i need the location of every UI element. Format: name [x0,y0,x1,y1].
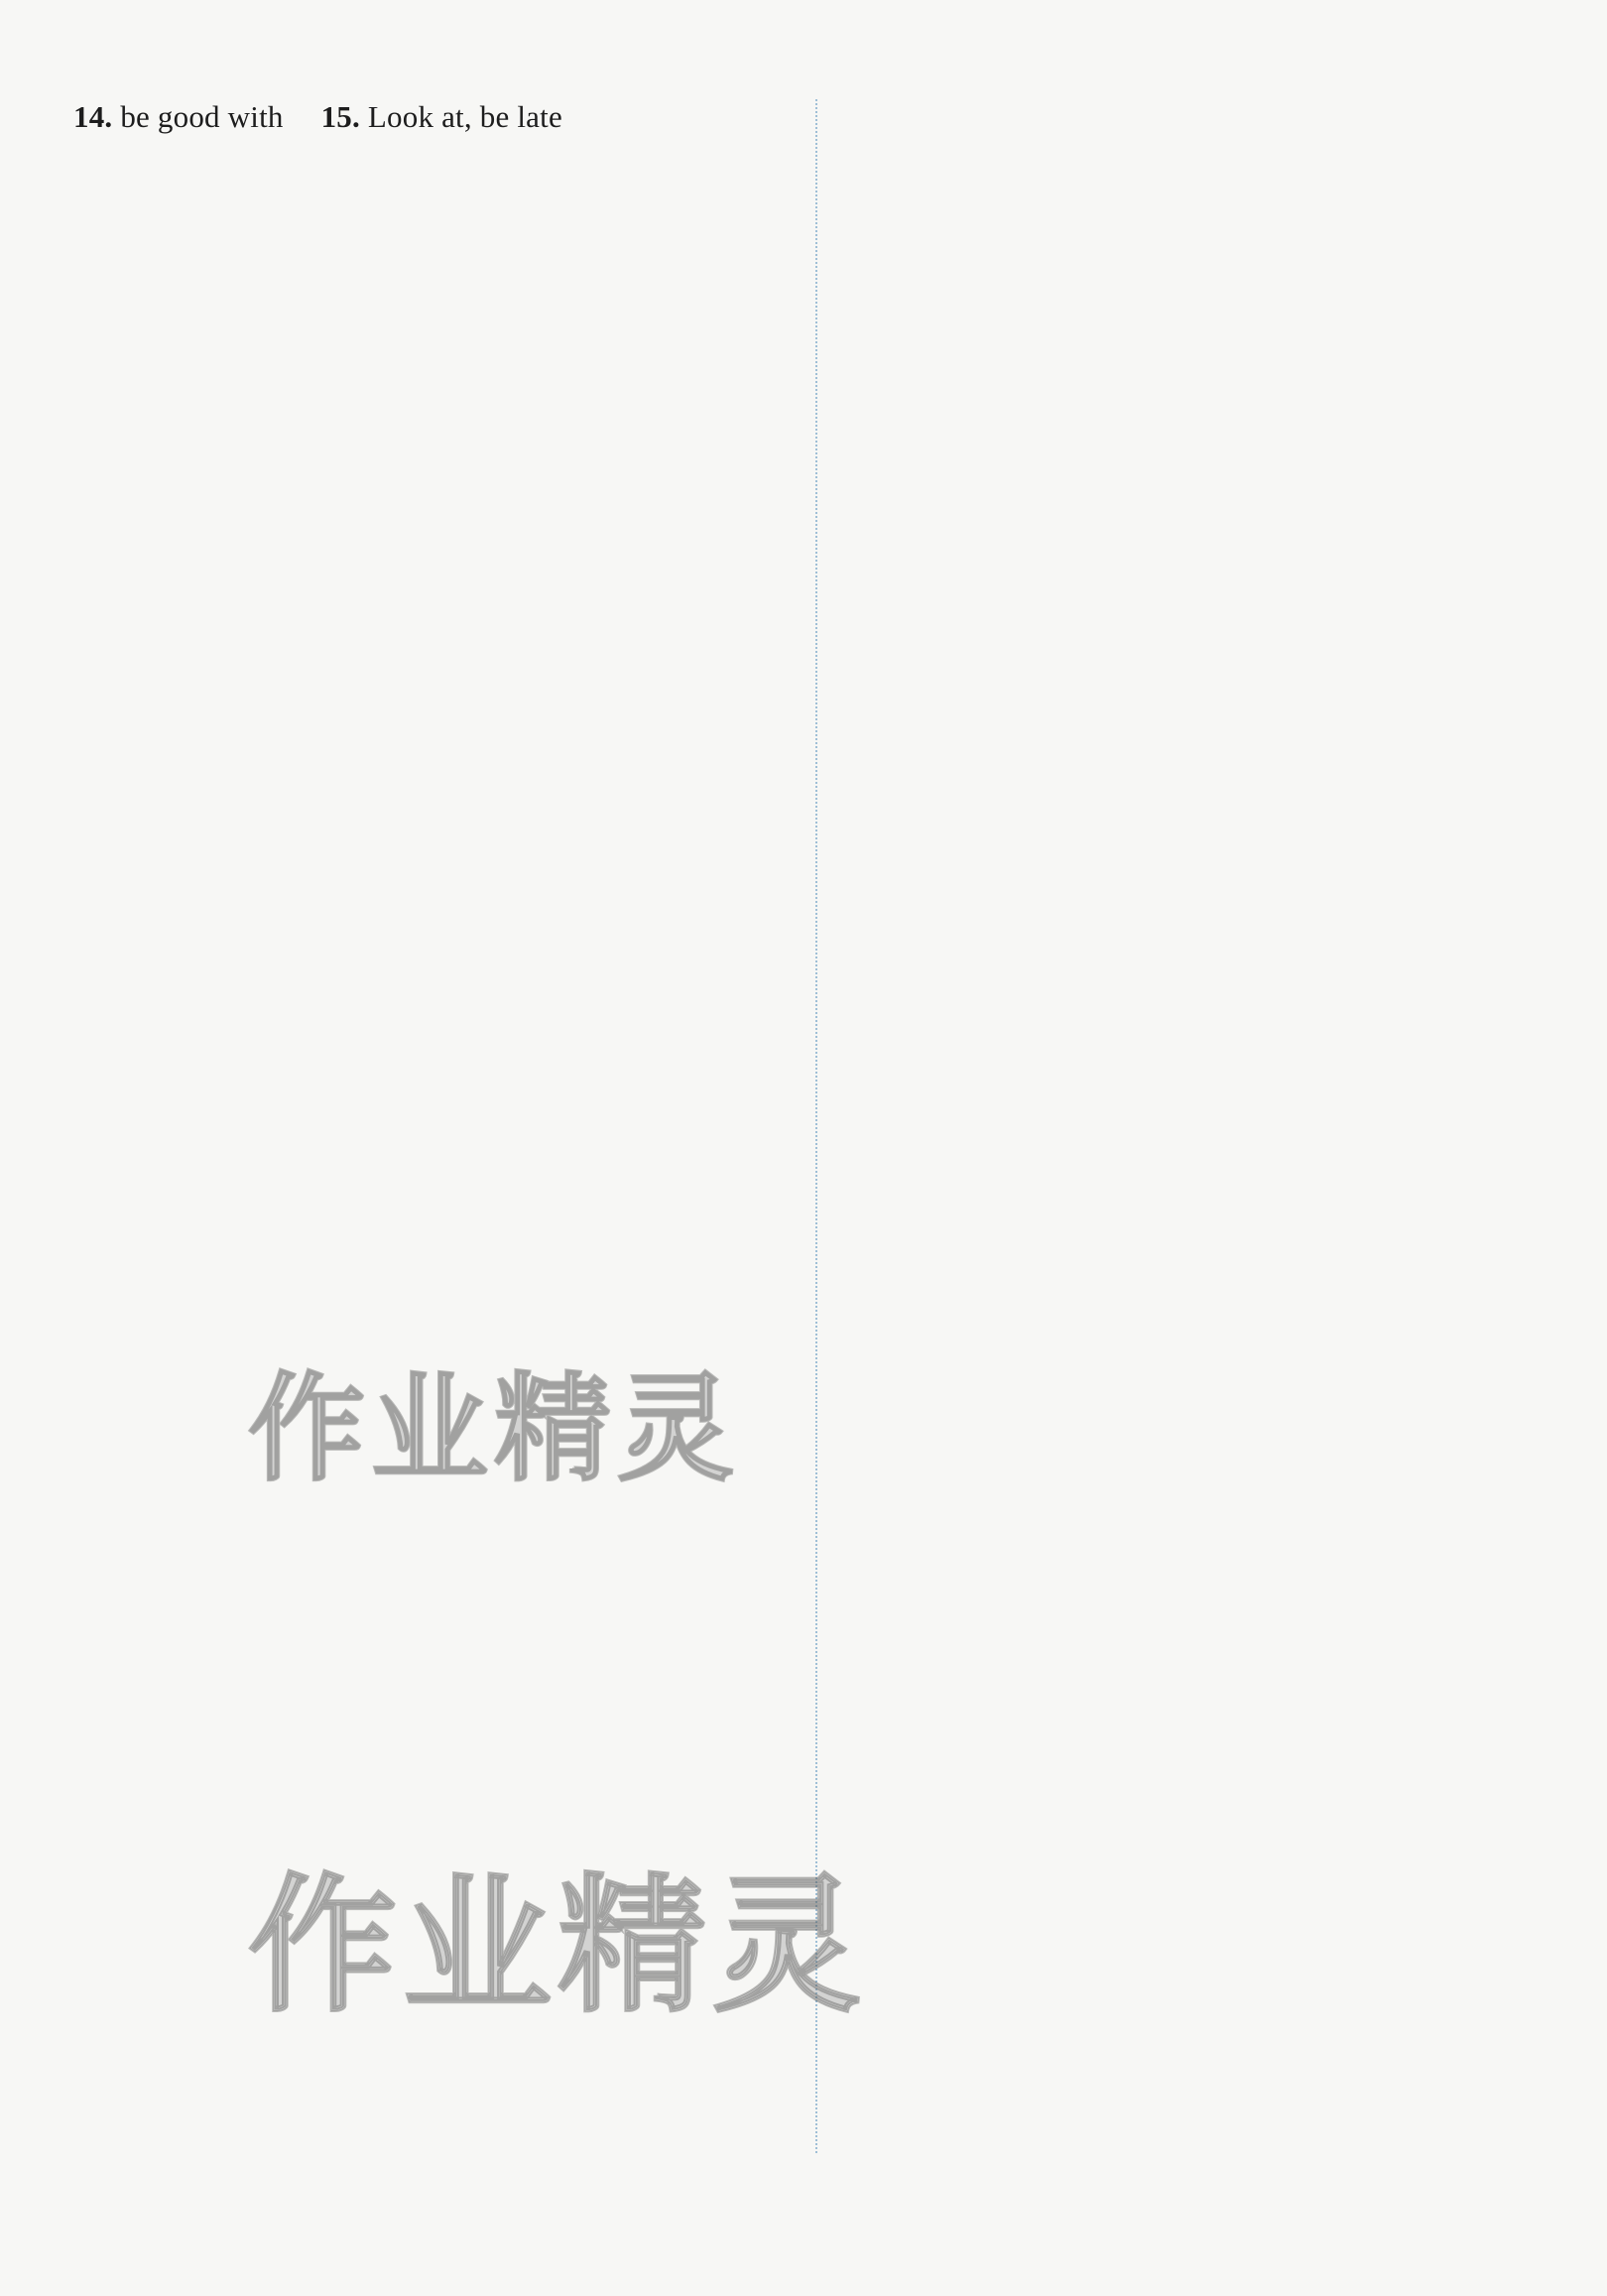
watermark: 作业精灵 [248,1360,741,1497]
answer-item [73,99,284,134]
question-number: 15. [320,99,360,134]
watermark: 作业精灵 [248,1860,868,2033]
answer-item [321,99,562,134]
question-number: 14. [73,99,113,134]
answer-line [73,97,562,137]
answer-text: Look at, be late [367,99,562,134]
answer-text: be good with [120,99,284,134]
